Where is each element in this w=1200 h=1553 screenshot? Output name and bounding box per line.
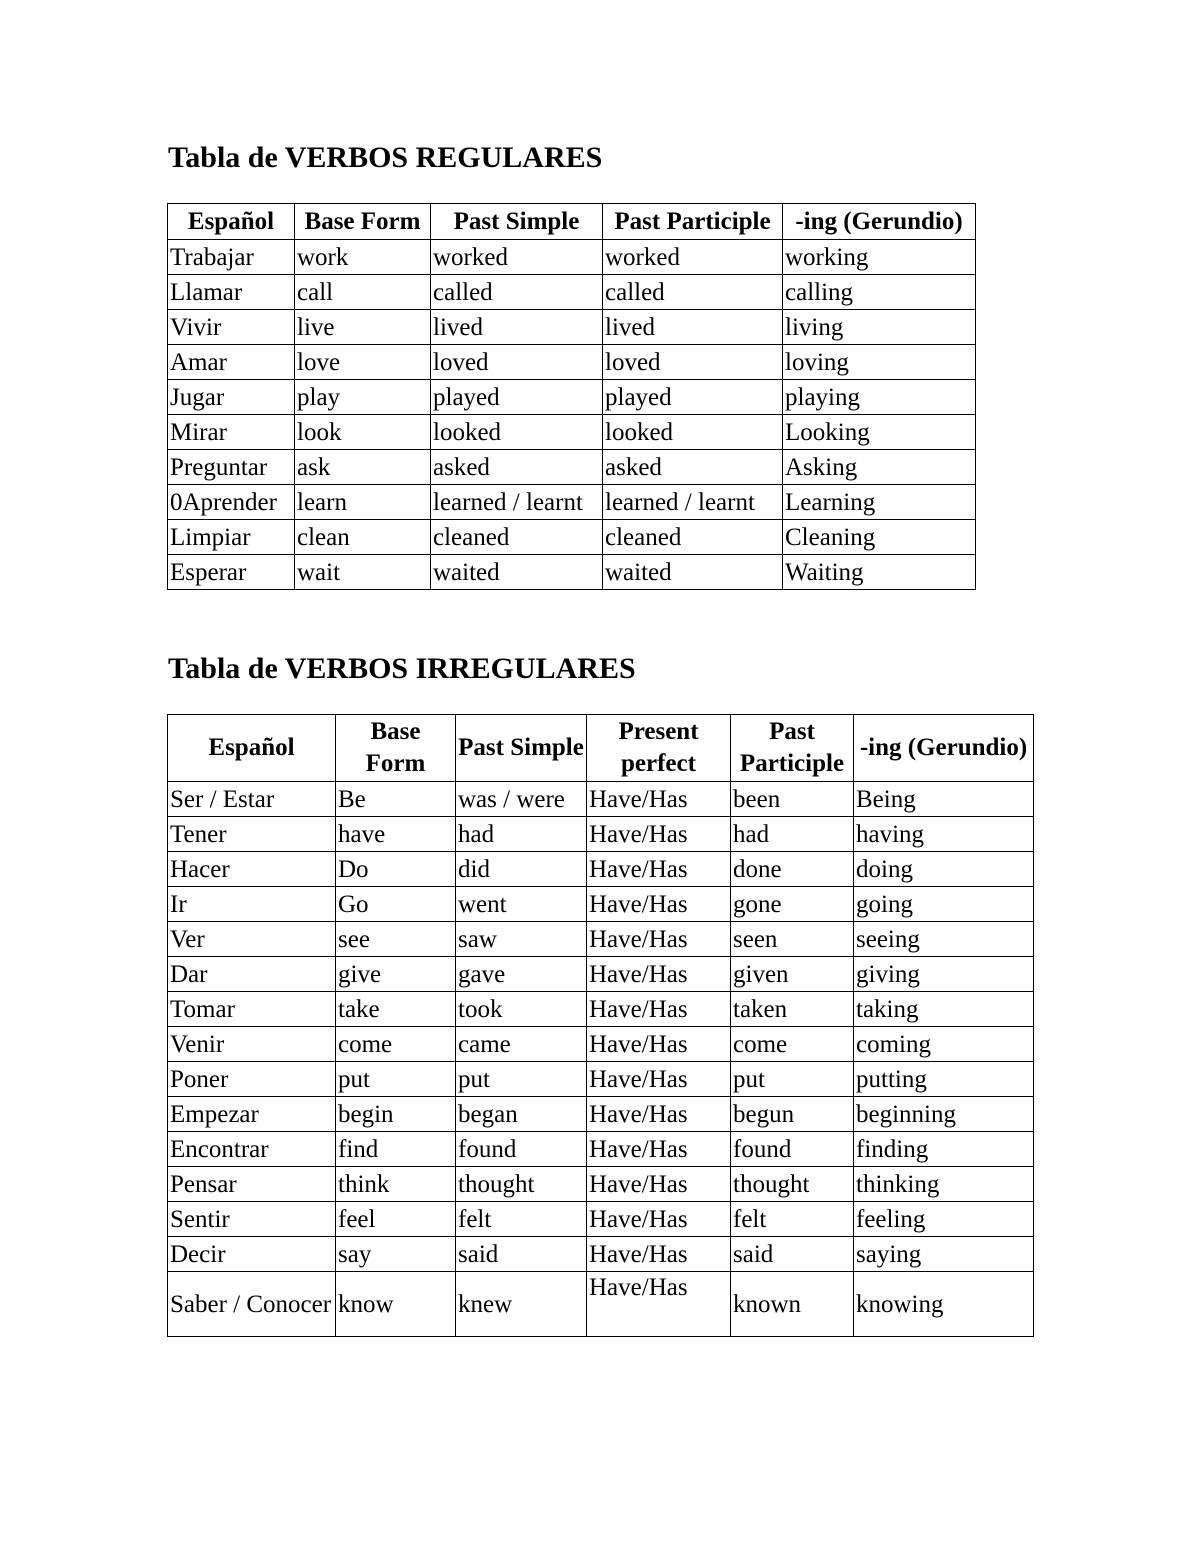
- table-cell: worked: [431, 240, 603, 275]
- table-row: [168, 957, 1034, 992]
- table-cell: asked: [431, 450, 603, 485]
- column-header: Español: [168, 715, 336, 782]
- column-header: Present perfect: [587, 715, 731, 782]
- table-cell: saw: [456, 922, 587, 957]
- irregular-verbs-table: [167, 714, 1034, 1337]
- table-cell: know: [336, 1272, 456, 1337]
- table-cell: Decir: [168, 1237, 336, 1272]
- table-cell: taken: [731, 992, 854, 1027]
- table-cell: wait: [295, 555, 431, 590]
- table-row: [168, 380, 976, 415]
- table-row: [168, 1237, 1034, 1272]
- table-cell: think: [336, 1167, 456, 1202]
- table-cell: calling: [783, 275, 976, 310]
- table-cell: Do: [336, 852, 456, 887]
- table-cell: thinking: [854, 1167, 1034, 1202]
- table-cell: taking: [854, 992, 1034, 1027]
- table-cell: Empezar: [168, 1097, 336, 1132]
- table-row: [168, 817, 1034, 852]
- table-cell: felt: [731, 1202, 854, 1237]
- table-cell: 0Aprender: [168, 485, 295, 520]
- table-cell: Waiting: [783, 555, 976, 590]
- table-cell: thought: [456, 1167, 587, 1202]
- table-cell: learn: [295, 485, 431, 520]
- table-cell: play: [295, 380, 431, 415]
- table-cell: knowing: [854, 1272, 1034, 1337]
- table-cell: saying: [854, 1237, 1034, 1272]
- column-header: -ing (Gerundio): [783, 204, 976, 240]
- table-cell: found: [731, 1132, 854, 1167]
- table-cell: Esperar: [168, 555, 295, 590]
- regular-verbs-table: [167, 203, 976, 590]
- table-cell: Go: [336, 887, 456, 922]
- table-cell: did: [456, 852, 587, 887]
- table-cell: played: [603, 380, 783, 415]
- table-cell: asked: [603, 450, 783, 485]
- table-cell: been: [731, 782, 854, 817]
- table-cell: clean: [295, 520, 431, 555]
- table-cell: Hacer: [168, 852, 336, 887]
- column-header: -ing (Gerundio): [854, 715, 1034, 782]
- table-cell: take: [336, 992, 456, 1027]
- table-cell: Have/Has: [587, 1167, 731, 1202]
- table-row: [168, 275, 976, 310]
- table-row: [168, 1202, 1034, 1237]
- table-cell: finding: [854, 1132, 1034, 1167]
- table-cell: Tener: [168, 817, 336, 852]
- column-header: Past Simple: [456, 715, 587, 782]
- table-cell: call: [295, 275, 431, 310]
- table-cell: Have/Has: [587, 1272, 731, 1337]
- table-cell: knew: [456, 1272, 587, 1337]
- table-cell: seeing: [854, 922, 1034, 957]
- table-cell: had: [456, 817, 587, 852]
- table-cell: find: [336, 1132, 456, 1167]
- table-cell: give: [336, 957, 456, 992]
- table-cell: loving: [783, 345, 976, 380]
- table-cell: begun: [731, 1097, 854, 1132]
- table-cell: Have/Has: [587, 1097, 731, 1132]
- table-cell: felt: [456, 1202, 587, 1237]
- table-cell: having: [854, 817, 1034, 852]
- table-cell: learned / learnt: [603, 485, 783, 520]
- table-cell: look: [295, 415, 431, 450]
- table-cell: begin: [336, 1097, 456, 1132]
- table-cell: Mirar: [168, 415, 295, 450]
- table-cell: Vivir: [168, 310, 295, 345]
- table-cell: gave: [456, 957, 587, 992]
- regular-verbs-title: Tabla de VERBOS REGULARES: [168, 141, 603, 174]
- table-row: [168, 992, 1034, 1027]
- table-cell: had: [731, 817, 854, 852]
- table-row: [168, 555, 976, 590]
- table-cell: done: [731, 852, 854, 887]
- table-cell: going: [854, 887, 1034, 922]
- table-cell: said: [731, 1237, 854, 1272]
- table-cell: Being: [854, 782, 1034, 817]
- table-cell: Encontrar: [168, 1132, 336, 1167]
- table-cell: Have/Has: [587, 1132, 731, 1167]
- table-cell: given: [731, 957, 854, 992]
- table-row: [168, 852, 1034, 887]
- table-cell: waited: [603, 555, 783, 590]
- table-cell: took: [456, 992, 587, 1027]
- table-cell: beginning: [854, 1097, 1034, 1132]
- table-cell: went: [456, 887, 587, 922]
- table-cell: Have/Has: [587, 1027, 731, 1062]
- column-header: Past Participle: [731, 715, 854, 782]
- table-cell: come: [731, 1027, 854, 1062]
- table-cell: looked: [603, 415, 783, 450]
- table-cell: Amar: [168, 345, 295, 380]
- table-row: [168, 887, 1034, 922]
- table-row: [168, 520, 976, 555]
- table-cell: doing: [854, 852, 1034, 887]
- table-cell: say: [336, 1237, 456, 1272]
- table-cell: feel: [336, 1202, 456, 1237]
- table-cell: Learning: [783, 485, 976, 520]
- table-cell: called: [603, 275, 783, 310]
- table-row: [168, 782, 1034, 817]
- table-cell: Have/Has: [587, 782, 731, 817]
- table-cell: work: [295, 240, 431, 275]
- table-cell: Have/Has: [587, 1202, 731, 1237]
- table-cell: found: [456, 1132, 587, 1167]
- table-cell: lived: [431, 310, 603, 345]
- table-row: [168, 1132, 1034, 1167]
- table-cell: Have/Has: [587, 922, 731, 957]
- table-cell: waited: [431, 555, 603, 590]
- table-cell: Have/Has: [587, 957, 731, 992]
- table-cell: see: [336, 922, 456, 957]
- table-cell: looked: [431, 415, 603, 450]
- table-cell: live: [295, 310, 431, 345]
- table-cell: Have/Has: [587, 992, 731, 1027]
- column-header: Past Simple: [431, 204, 603, 240]
- table-cell: put: [336, 1062, 456, 1097]
- table-cell: playing: [783, 380, 976, 415]
- column-header: Base Form: [295, 204, 431, 240]
- table-cell: Saber / Conocer: [168, 1272, 336, 1337]
- table-row: [168, 1272, 1034, 1337]
- table-row: [168, 485, 976, 520]
- table-cell: Sentir: [168, 1202, 336, 1237]
- irregular-verbs-title: Tabla de VERBOS IRREGULARES: [168, 652, 636, 685]
- table-cell: lived: [603, 310, 783, 345]
- table-cell: giving: [854, 957, 1034, 992]
- table-cell: Tomar: [168, 992, 336, 1027]
- column-header: Base Form: [336, 715, 456, 782]
- table-cell: Limpiar: [168, 520, 295, 555]
- column-header: Español: [168, 204, 295, 240]
- table-cell: Trabajar: [168, 240, 295, 275]
- table-cell: Have/Has: [587, 1237, 731, 1272]
- table-row: [168, 450, 976, 485]
- table-row: [168, 240, 976, 275]
- table-cell: come: [336, 1027, 456, 1062]
- table-cell: Have/Has: [587, 817, 731, 852]
- table-row: [168, 922, 1034, 957]
- table-cell: coming: [854, 1027, 1034, 1062]
- table-cell: Ver: [168, 922, 336, 957]
- table-row: [168, 310, 976, 345]
- table-cell: Be: [336, 782, 456, 817]
- table-cell: Ser / Estar: [168, 782, 336, 817]
- table-cell: seen: [731, 922, 854, 957]
- table-row: [168, 415, 976, 450]
- table-cell: Jugar: [168, 380, 295, 415]
- table-row: [168, 345, 976, 380]
- table-cell: Have/Has: [587, 852, 731, 887]
- table-cell: Ir: [168, 887, 336, 922]
- column-header: Past Participle: [603, 204, 783, 240]
- table-cell: cleaned: [431, 520, 603, 555]
- table-header-row: [168, 204, 976, 240]
- table-cell: put: [731, 1062, 854, 1097]
- table-cell: Looking: [783, 415, 976, 450]
- table-cell: love: [295, 345, 431, 380]
- table-cell: said: [456, 1237, 587, 1272]
- table-row: [168, 1027, 1034, 1062]
- table-row: [168, 1167, 1034, 1202]
- table-cell: ask: [295, 450, 431, 485]
- table-cell: cleaned: [603, 520, 783, 555]
- table-cell: Have/Has: [587, 1062, 731, 1097]
- table-cell: Asking: [783, 450, 976, 485]
- table-cell: came: [456, 1027, 587, 1062]
- table-cell: known: [731, 1272, 854, 1337]
- table-cell: Poner: [168, 1062, 336, 1097]
- table-cell: Venir: [168, 1027, 336, 1062]
- table-cell: have: [336, 817, 456, 852]
- table-cell: played: [431, 380, 603, 415]
- table-cell: Llamar: [168, 275, 295, 310]
- table-cell: put: [456, 1062, 587, 1097]
- table-cell: called: [431, 275, 603, 310]
- table-cell: feeling: [854, 1202, 1034, 1237]
- table-cell: Have/Has: [587, 887, 731, 922]
- table-cell: Dar: [168, 957, 336, 992]
- table-header-row: [168, 715, 1034, 782]
- table-cell: Cleaning: [783, 520, 976, 555]
- table-cell: thought: [731, 1167, 854, 1202]
- table-cell: gone: [731, 887, 854, 922]
- table-cell: Preguntar: [168, 450, 295, 485]
- table-cell: loved: [603, 345, 783, 380]
- table-row: [168, 1062, 1034, 1097]
- table-cell: was / were: [456, 782, 587, 817]
- table-row: [168, 1097, 1034, 1132]
- table-cell: putting: [854, 1062, 1034, 1097]
- table-cell: learned / learnt: [431, 485, 603, 520]
- table-cell: loved: [431, 345, 603, 380]
- table-cell: worked: [603, 240, 783, 275]
- table-cell: Pensar: [168, 1167, 336, 1202]
- table-cell: living: [783, 310, 976, 345]
- table-cell: began: [456, 1097, 587, 1132]
- table-cell: working: [783, 240, 976, 275]
